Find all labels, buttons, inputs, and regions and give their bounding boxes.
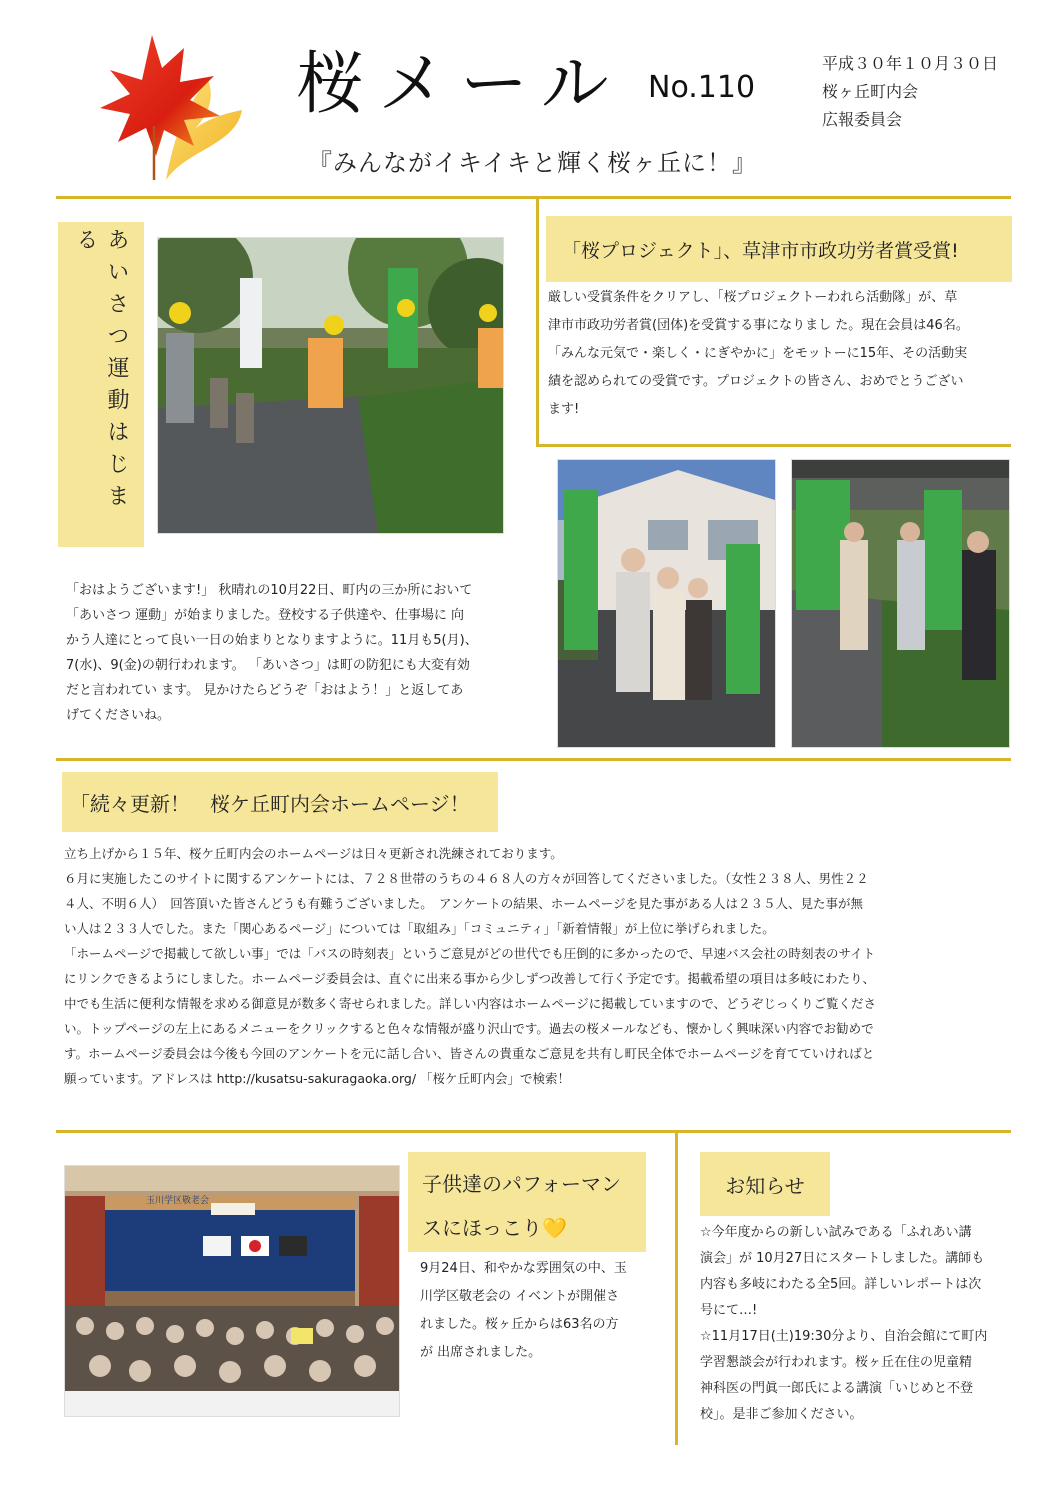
divider-middle [56,758,1011,761]
homepage-line: 願っています。アドレスは http://kusatsu-sakuragaoka.org/ 「桜ケ丘町内会」で検索！ [64,1071,571,1086]
notice-line: 校」。是非ご参加ください。 [700,1407,863,1422]
homepage-line: 立ち上げから１５年、桜ケ丘町内会のホームページは日々更新され洗練されております。 [64,846,563,861]
publish-date: 平成３０年１０月３０日 [822,54,999,73]
heart-icon: 💛 [542,1216,567,1240]
project-line: 「みんな元気で・楽しく・にぎやかに」をモットーに15年、その活動実 [548,346,968,361]
kids-line: が 出席されました。 [420,1345,542,1360]
aisatsu-photo-group-2 [791,459,1010,748]
homepage-line: にリンクできるようにしました。ホームページ委員会は、直ぐに出来る事から少しずつ改善して行く予定です。掲載希望の項目は多岐にわたり、 [64,971,876,986]
aisatsu-line: 7(水)、9(金)の朝行われます。 「あいさつ」は町の防犯にも大変有効 [66,658,470,673]
kids-line: れました。桜ヶ丘からは63名の方 [420,1317,619,1332]
notice-title: お知らせ [700,1152,830,1216]
notice-body [700,1220,1010,1428]
notice-line: 神科医の門眞一郎氏による講演「いじめと不登 [700,1381,974,1396]
divider-bottom [56,1130,1011,1133]
issue-number: No.110 [648,70,756,105]
aisatsu-line: 「あいさつ 運動」が始まりました。登校する子供達や、仕事場に 向 [66,608,465,623]
project-body [548,284,1008,424]
aisatsu-line: 「おはようございます!」 秋晴れの10月22日、町内の三か所において [66,583,473,598]
homepage-line: ６月に実施したこのサイトに関するアンケートには、７２８世帯のうちの４６８人の方々が回答してくださいました。（女性２３８人、男性２２ [64,871,869,886]
divider-vertical-bottom [675,1130,678,1445]
keirokai-banner: 玉川学区敬老会 [146,1196,210,1206]
aisatsu-title: あいさつ運動はじまる [58,222,144,547]
notice-line: 学習懇談会が行われます。桜ヶ丘在住の児童精 [700,1355,972,1370]
homepage-body [64,841,1004,1091]
homepage-line: い人は２３３人でした。また「関心あるページ」については「取組み」「コミュニティ」「新着情報」が上位に挙げられました。 [64,921,775,936]
aisatsu-body [66,578,516,728]
aisatsu-line: かう人達にとって良い一日の始まりとなりますように。11月も5(月)、 [66,633,478,648]
homepage-line: す。ホームページ委員会は今後も今回のアンケートを元に話し合い、皆さんの貴重なご意見を共有し町民全体でホームページを育てていければと [64,1046,875,1061]
aisatsu-line: だと言われてい ます。 見かけたらどうぞ「おはよう！」と返してあ [66,683,464,698]
notice-line: 演会」が 10月27日にスタートしました。講師も [700,1251,985,1266]
kids-line: 9月24日、和やかな雰囲気の中、玉 [420,1261,627,1276]
kids-body [420,1255,670,1367]
header-meta [822,50,998,134]
divider-top [56,196,1011,199]
divider-vertical-top [536,196,539,446]
kids-line: 川学区敬老会の イベントが開催さ [420,1289,620,1304]
publisher-committee: 広報委員会 [822,110,903,129]
aisatsu-photo-group-1 [557,459,776,748]
kids-title-line1: 子供達のパフォーマン [422,1172,621,1196]
notice-line: 内容も多岐にわたる全5回。詳しいレポートは次 [700,1277,982,1292]
notice-line: ☆11月17日(土)19:30分より、自治会館にて町内 [700,1329,988,1344]
project-title: 「桜プロジェクト」、草津市市政功労者賞受賞! [546,216,1012,282]
homepage-line: 「ホームページで掲載して欲しい事」では「バスの時刻表」というご意見がどの世代でも圧倒的に多かったので、早速バス会社の時刻表のサイト [64,946,876,961]
notice-line: 号にて…! [700,1303,758,1318]
notice-line: ☆今年度からの新しい試みである「ふれあい講 [700,1225,972,1240]
keirokai-photo [64,1165,400,1417]
project-line: 厳しい受賞条件をクリアし、「桜プロジェクトーわれら活動隊」が、草 [548,290,958,305]
publisher-org: 桜ヶ丘町内会 [822,82,919,101]
aisatsu-line: げてくださいね。 [66,708,171,723]
divider-project-bottom [536,444,1011,447]
autumn-leaves-icon [96,30,246,186]
homepage-line: い。トップページの左上にあるメニューをクリックすると色々な情報が盛り沢山です。過去の桜メールなども、懐かしく興味深い内容でお勧めで [64,1021,874,1036]
project-line: 津市市政功労者賞(団体)を受賞する事になりまし た。現在会員は46名。 [548,318,969,333]
slogan: 『みんながイキイキと輝く桜ヶ丘に！』 [308,149,758,177]
kids-title-line2 [422,1206,646,1250]
newsletter-title: 桜メール [296,45,623,124]
kids-title [408,1152,646,1252]
homepage-line: ４人、不明６人） 回答頂いた皆さんどうも有難うございました。 アンケートの結果、ホームページを見た事がある人は２３５人、見た事が無 [64,896,864,911]
aisatsu-photo-walk [157,237,504,534]
project-line: 績を認められての受賞です。プロジェクトの皆さん、おめでとうござい [548,374,964,389]
project-line: ます! [548,402,580,417]
homepage-title: 「続々更新！ 桜ケ丘町内会ホームページ！ [62,772,498,832]
homepage-line: 中でも生活に便利な情報を求める御意見が数多く寄せられました。詳しい内容はホームページに掲載していますので、どうぞじっくりご覧くださ [64,996,877,1011]
kids-title-line2-text: スにほっこり [422,1216,542,1240]
